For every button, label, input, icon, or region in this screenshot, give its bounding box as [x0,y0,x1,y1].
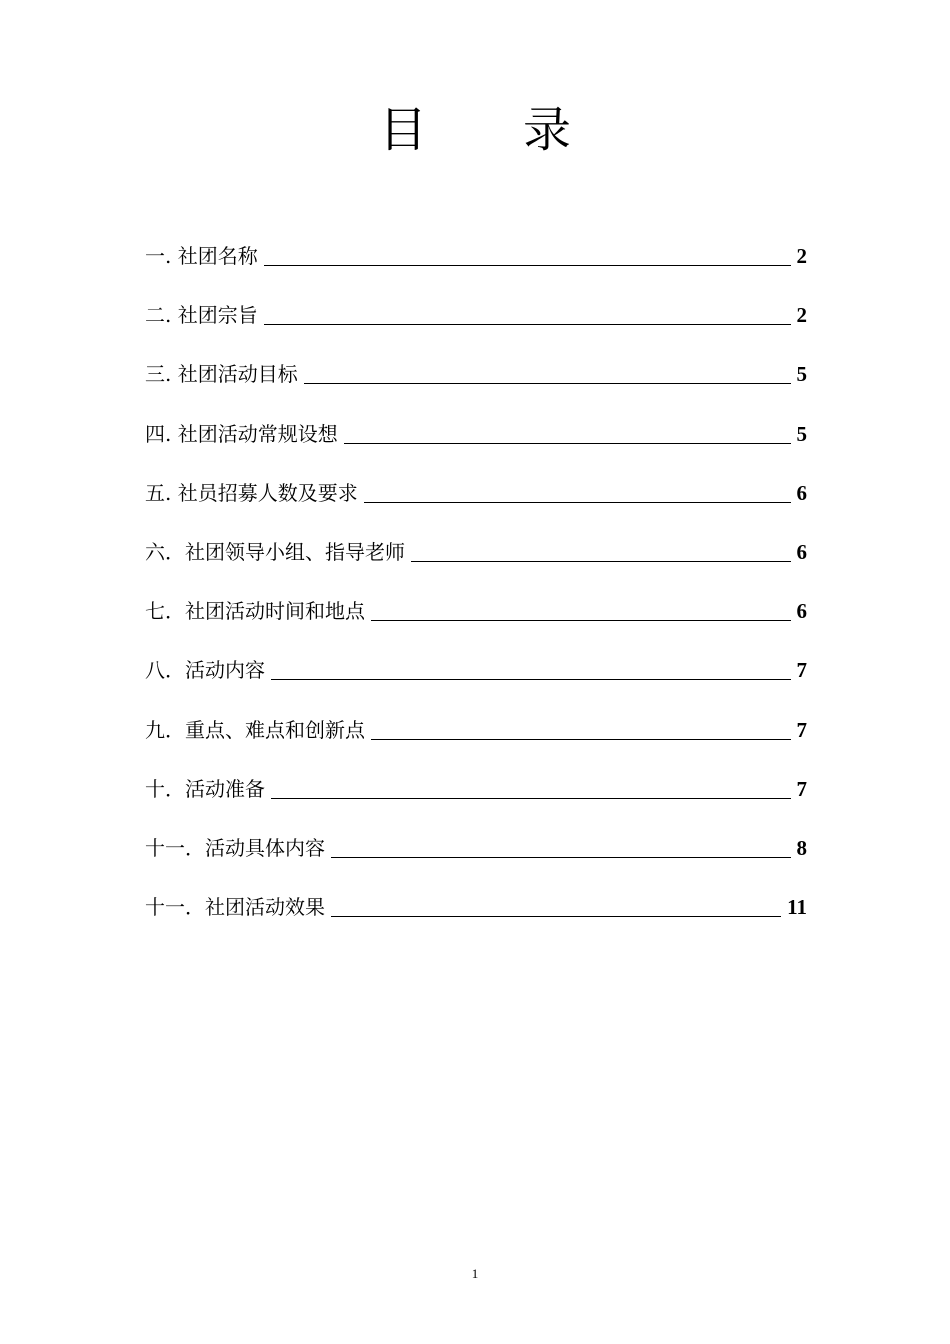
toc-entry-label: 六．社团领导小组、指导老师 [145,539,405,564]
page-title: 目 录 [378,102,571,158]
toc-entry-page: 5 [796,421,807,446]
toc-entry[interactable] [145,887,807,946]
toc-entry-label: 二. 社团宗旨 [145,303,258,328]
toc-entry[interactable] [145,473,807,532]
toc-entry[interactable] [145,354,807,413]
toc-entry[interactable] [145,414,807,473]
toc-entry-label: 八．活动内容 [145,658,265,683]
toc-entry-label: 十．活动准备 [145,776,265,801]
toc-entry[interactable] [145,710,807,769]
toc-entry-label: 七．社团活动时间和地点 [145,599,365,624]
toc-entry-page: 7 [796,776,807,801]
toc-entry-label: 三. 社团活动目标 [145,362,298,387]
toc-entry[interactable] [145,591,807,650]
toc-entry[interactable] [145,236,807,295]
toc-leader-line [371,591,791,621]
toc-entry[interactable] [145,769,807,828]
toc-leader-line [331,828,791,858]
toc-entry-label: 九．重点、难点和创新点 [145,717,365,742]
toc-entry-label: 四. 社团活动常规设想 [145,421,338,446]
toc-entry[interactable] [145,532,807,591]
toc-leader-line [371,710,791,740]
toc-entry-page: 7 [796,717,807,742]
toc-entry-page: 8 [796,835,807,860]
toc-entry-page: 5 [796,362,807,387]
toc-entry-label: 一. 社团名称 [145,244,258,268]
toc-leader-line [331,887,781,917]
page-number: 1 [471,1266,479,1281]
toc-leader-line [364,473,791,503]
toc-leader-line [264,295,791,325]
toc-entry-page: 11 [787,895,807,920]
toc-entry-page: 6 [796,539,807,564]
toc-entry-label: 五. 社员招募人数及要求 [145,480,358,505]
toc-entry[interactable] [145,828,807,887]
toc-entry-page: 6 [796,480,807,505]
toc-entry-page: 2 [796,303,807,328]
toc-leader-line [344,414,791,444]
toc-entry-page: 7 [796,658,807,683]
toc-entry[interactable] [145,650,807,709]
toc-leader-line [271,769,791,799]
toc-entry-label: 十一．社团活动效果 [145,895,325,920]
toc-leader-line [304,354,791,384]
toc-entry-label: 十一．活动具体内容 [145,835,325,860]
toc-entry[interactable] [145,295,807,354]
table-of-contents [145,236,807,946]
toc-entry-page: 6 [796,599,807,624]
toc-leader-line [264,236,791,266]
toc-leader-line [411,532,791,562]
toc-entry-page: 2 [796,244,807,268]
toc-leader-line [271,650,791,680]
